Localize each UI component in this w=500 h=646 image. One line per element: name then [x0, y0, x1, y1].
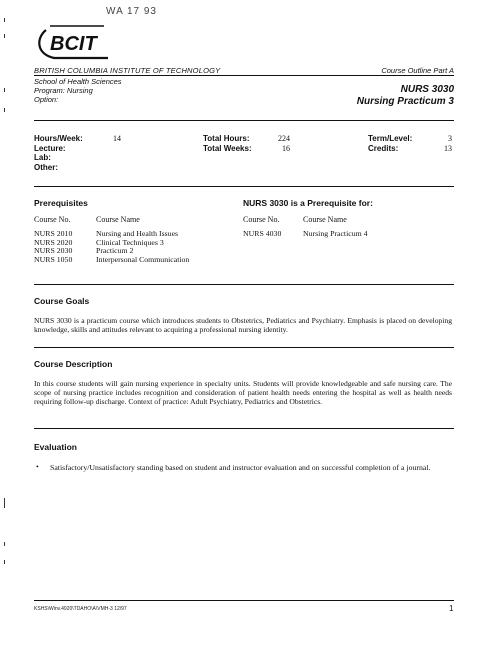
evaluation-heading: Evaluation	[34, 442, 77, 452]
prereq-for-col-name: Course Name	[303, 215, 347, 224]
description-text: In this course students will gain nursing experience in specialty units. Students will provide knowledgeable and safe nursing care. The scope of nursing practice includes recognition and consideration of patient health needs entering the hospital as well as health needs requiring follow-up discharge. Context of practice: Adult Psychiatry, Pediatrics and Obstetrics.	[34, 379, 452, 406]
lecture-label: Lecture:	[34, 143, 66, 153]
course-name: Practicum 2	[96, 246, 134, 256]
course-no: NURS 2010	[34, 229, 73, 238]
outline-label: Course Outline Part A	[381, 66, 454, 75]
term-labels	[368, 134, 412, 153]
scan-mark	[4, 542, 5, 546]
description-rule	[34, 428, 454, 429]
credits-value: 13	[444, 143, 452, 153]
hours-rule	[34, 186, 454, 187]
prereq-rule	[34, 284, 454, 285]
goals-rule	[34, 347, 454, 348]
term-values	[438, 134, 452, 153]
header-rule	[34, 75, 454, 76]
lab-label: Lab:	[34, 153, 51, 162]
prereq-heading: Prerequisites	[34, 198, 88, 208]
logo-text: BCIT	[50, 33, 97, 55]
course-code: NURS 3030	[400, 84, 454, 95]
course-name: Nursing and Health Issues	[96, 229, 179, 238]
course-no: NURS 1050	[34, 254, 73, 264]
prereq-list	[34, 230, 189, 264]
footer-rule	[34, 600, 454, 601]
goals-heading: Course Goals	[34, 296, 90, 306]
course-heading-rule	[34, 120, 454, 121]
bcit-logo	[32, 20, 112, 64]
course-name: Interpersonal Communication	[96, 254, 190, 264]
option-label: Option:	[34, 95, 59, 104]
scan-mark	[4, 88, 5, 92]
evaluation-item: Satisfactory/Unsatisfactory standing based on student and instructor evaluation and on successful completion of a journal.	[50, 463, 431, 472]
scan-mark	[4, 498, 5, 508]
prereq-col-no: Course No.	[34, 215, 71, 224]
program-name: Program: Nursing	[34, 86, 93, 95]
scan-mark	[4, 34, 5, 38]
other-label: Other:	[34, 162, 58, 172]
course-no: NURS 2020	[34, 237, 73, 247]
prereq-for-col-no: Course No.	[243, 215, 280, 224]
term-level-value: 3	[448, 134, 452, 143]
course-name: Clinical Techniques 3	[96, 237, 164, 247]
prereq-for-list	[243, 230, 368, 239]
scan-mark	[4, 18, 5, 22]
school-name: School of Health Sciences	[34, 77, 122, 86]
term-level-label: Term/Level:	[368, 134, 413, 143]
scan-mark	[4, 108, 5, 112]
course-name: Nursing Practicum 4	[303, 229, 368, 238]
page-number: 1	[449, 604, 454, 613]
school-info	[34, 77, 122, 104]
list-item	[36, 463, 452, 472]
table-row	[34, 256, 189, 265]
hours-week-label: Hours/Week:	[34, 134, 83, 143]
prereq-col-name: Course Name	[96, 215, 140, 224]
institute-name: BRITISH COLUMBIA INSTITUTE OF TECHNOLOGY	[34, 66, 221, 75]
course-heading	[357, 84, 454, 108]
goals-text: NURS 3030 is a practicum course which introduces students to Obstetrics, Pediatrics and Psychiatry. Emphasis is placed on developing knowledge, skills and attitudes relevant to acquiring a professional nursing identity.	[34, 316, 452, 334]
hours-week-value: 14	[113, 134, 121, 143]
total-weeks-label: Total Weeks:	[203, 143, 252, 153]
hours-labels	[34, 134, 83, 172]
credits-label: Credits:	[368, 143, 399, 153]
course-title: Nursing Practicum 3	[356, 96, 454, 107]
bullet-icon: •	[36, 462, 39, 471]
description-heading: Course Description	[34, 359, 113, 369]
footer-code: KSHS\Winv.4920\TDAHO\A\VMH-3 12/97	[34, 606, 127, 612]
totals-labels	[203, 134, 252, 153]
prereq-for-heading: NURS 3030 is a Prerequisite for:	[243, 198, 373, 208]
totals-values	[274, 134, 290, 153]
scan-mark	[4, 560, 5, 564]
course-no: NURS 4030	[243, 229, 282, 238]
total-hours-value: 224	[278, 134, 290, 143]
top-stamp: WA 17 93	[106, 6, 157, 17]
total-weeks-value: 16	[282, 143, 290, 153]
total-hours-label: Total Hours:	[203, 134, 250, 143]
table-row	[243, 230, 368, 239]
course-no: NURS 2030	[34, 246, 73, 256]
